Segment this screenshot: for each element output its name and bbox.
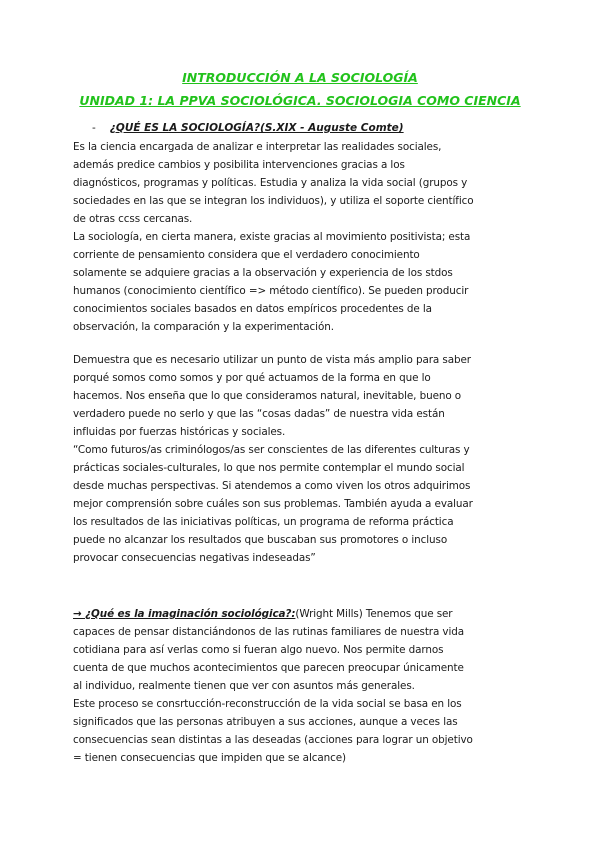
paragraph-perspective: Demuestra que es necesario utilizar un punto de vista más amplio para saber porqué somos como somos y por qué actuamos de la forma en que lo hacemos. Nos enseña que lo que consideramos natural, inevitable, bueno o verdadero puede no serlo y que las “cosas dadas” de nuestra vida están influidas por fuerzas históricas y sociales. “Como futuros/as criminólogos/as ser conscientes de las diferentes culturas y prácticas sociales-culturales, lo que nos permite contemplar el mundo social desde muchas perspectivas. Si atendemos a como viven los otros adquirimos mejor comprensión sobre cuáles son sus problemas. También ayuda a evaluar los resultados de las iniciativas políticas, un programa de reforma práctica puede no alcanzar los resultados que buscaban sus promotores o incluso provocar consecuencias negativas indeseadas” [73, 354, 473, 564]
paragraph-definition: Es la ciencia encargada de analizar e interpretar las realidades sociales, además predice cambios y posibilita intervenciones gracias a los diagnósticos, programas y políticas. Estudia y analiza la vida social (grupos y sociedades en las que se integran los individuos), y utiliza el soporte científico de otras ccss cercanas. La sociología, en cierta manera, existe gracias al movimiento positivista; esta corriente de pensamiento considera que el verdadero conocimiento solamente se adquiere gracias a la observación y experiencia de los stdos humanos (conocimiento científico => método científico). Se pueden producir conocimientos sociales basados en datos empíricos procedentes de la observación, la comparación y la experimentación. [73, 141, 474, 333]
section-heading-text: ¿QUÉ ES LA SOCIOLOGÍA?(S.XIX - Auguste Comte) [109, 122, 404, 134]
imagination-first-line: (Wright Mills) Tenemos que ser [295, 608, 453, 620]
paragraph-imagination [73, 605, 529, 767]
section-heading [92, 122, 404, 134]
bullet-dash: - [92, 122, 96, 134]
unit-title: UNIDAD 1: LA PPVA SOCIOLÓGICA. SOCIOLOGIA COMO CIENCIA [79, 93, 521, 108]
imagination-body: capaces de pensar distanciándonos de las rutinas familiares de nuestra vida cotidiana para así verlas como si fueran algo nuevo. Nos permite darnos cuenta de que muchos acontecimientos que parecen preocupar únicamente al individuo, realmente tienen que ver con asuntos más generales. Este proceso se consrtucción-reconstrucción de la vida social se basa en los significados que las personas atribuyen a sus acciones, aunque a veces las consecuencias sean distintas a las deseadas (acciones para lograr un objetivo = tienen consecuencias que impiden que se alcance) [73, 626, 473, 764]
document-title: INTRODUCCIÓN A LA SOCIOLOGÍA [182, 70, 418, 85]
imagination-heading: → ¿Qué es la imaginación sociológica?: [73, 608, 296, 620]
